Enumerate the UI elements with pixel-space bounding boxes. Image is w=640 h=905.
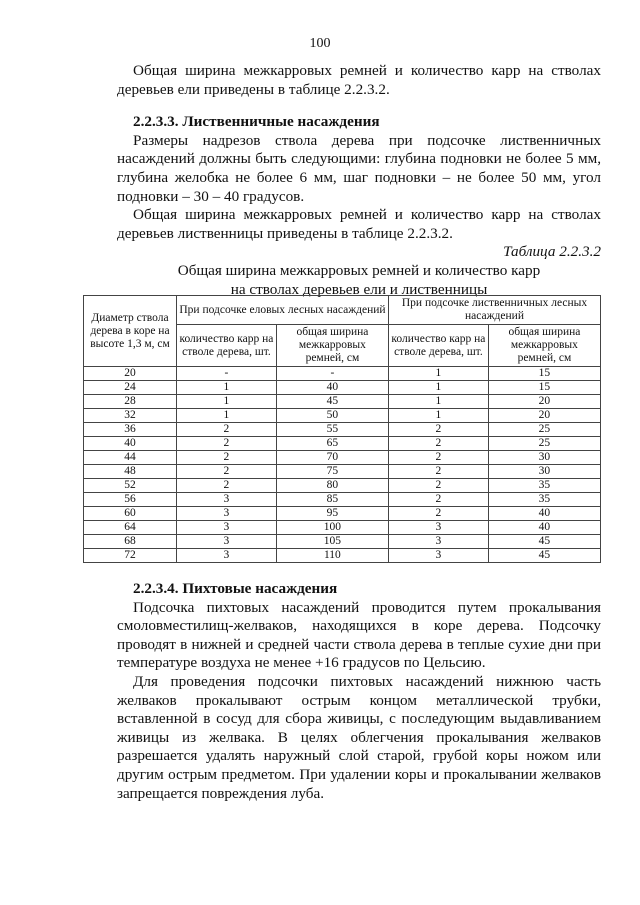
- table-cell: 2: [177, 479, 277, 493]
- table-cell: -: [276, 367, 388, 381]
- table-cell: 48: [84, 465, 177, 479]
- table-cell: 40: [488, 507, 600, 521]
- table-row: [84, 535, 601, 549]
- table-cell: 52: [84, 479, 177, 493]
- table-cell: 1: [388, 395, 488, 409]
- table-row: [84, 507, 601, 521]
- fir-paragraph-2: Для проведения подсочки пихтовых насаждений нижнюю часть желваков прокалывают острым концом металлической трубки, вставленной в сосуд для сбора живицы, с последующим выдавливанием живицы из желвака. В целях облегчения прокалывания желваков разрешается удалять наружный слой старой, грубой коры ножом или другим острым предметом. При удалении коры и прокалывании желваков запрещается повреждения луба.: [117, 672, 601, 802]
- table-cell: 80: [276, 479, 388, 493]
- table-cell: 1: [388, 381, 488, 395]
- table-cell: 68: [84, 535, 177, 549]
- table-row: [84, 381, 601, 395]
- table-cell: 35: [488, 493, 600, 507]
- table-cell: 2: [177, 465, 277, 479]
- table-cell: 55: [276, 423, 388, 437]
- table-cell: 85: [276, 493, 388, 507]
- table-cell: 3: [177, 507, 277, 521]
- table-cell: 45: [276, 395, 388, 409]
- header-diameter: Диаметр ствола дерева в коре на высоте 1,3 м, см: [84, 296, 177, 367]
- table-cell: 2: [388, 423, 488, 437]
- table-cell: 1: [388, 409, 488, 423]
- table-row: [84, 479, 601, 493]
- table-cell: 44: [84, 451, 177, 465]
- fir-paragraph-1: Подсочка пихтовых насаждений проводится путем прокалывания смоловместилищ-желваков, находящихся в коре дерева. Подсочку проводят в нижней и средней части ствола дерева в теплые сухие дни при температуре воздуха не менее +16 градусов по Цельсию.: [117, 598, 601, 672]
- text-bottom: [117, 580, 601, 803]
- table-cell: 45: [488, 549, 600, 563]
- table-cell: 35: [488, 479, 600, 493]
- table-row: [84, 423, 601, 437]
- table-cell: 3: [388, 549, 488, 563]
- data-table: [83, 295, 601, 563]
- table-row: [84, 521, 601, 535]
- larch-paragraph-2: Общая ширина межкарровых ремней и количество карр на стволах деревьев лиственницы приведены в таблице 2.2.3.2.: [117, 206, 601, 242]
- table-cell: 2: [388, 437, 488, 451]
- text-top: [117, 62, 601, 299]
- table-cell: 2: [177, 451, 277, 465]
- table-cell: 72: [84, 549, 177, 563]
- table-cell: 30: [488, 465, 600, 479]
- table-cell: 2: [177, 423, 277, 437]
- table-row: [84, 367, 601, 381]
- table-cell: 2: [388, 451, 488, 465]
- table-cell: 75: [276, 465, 388, 479]
- table-cell: 2: [177, 437, 277, 451]
- section-heading-larch: 2.2.3.3. Лиственничные насаждения: [133, 113, 380, 131]
- intro-paragraph: Общая ширина межкарровых ремней и количество карр на стволах деревьев ели приведены в таблице 2.2.3.2.: [117, 62, 601, 98]
- table-cell: 20: [488, 395, 600, 409]
- table-cell: 50: [276, 409, 388, 423]
- table-cell: 64: [84, 521, 177, 535]
- table-cell: 30: [488, 451, 600, 465]
- table-caption-line-2: на стволах деревьев ели и лиственницы: [230, 280, 488, 298]
- table-cell: 3: [177, 549, 277, 563]
- table-cell: 15: [488, 381, 600, 395]
- table-row: [84, 437, 601, 451]
- table-row: [84, 451, 601, 465]
- table-cell: 3: [388, 535, 488, 549]
- table-cell: 2: [388, 493, 488, 507]
- table-cell: 15: [488, 367, 600, 381]
- table-row: [84, 409, 601, 423]
- table-cell: 3: [177, 493, 277, 507]
- table-cell: 60: [84, 507, 177, 521]
- table-cell: 3: [388, 521, 488, 535]
- table-cell: 1: [177, 381, 277, 395]
- table-cell: 110: [276, 549, 388, 563]
- table-cell: 1: [388, 367, 488, 381]
- table-cell: 100: [276, 521, 388, 535]
- table-cell: 25: [488, 437, 600, 451]
- table-row: [84, 465, 601, 479]
- table-cell: 1: [177, 395, 277, 409]
- table-cell: -: [177, 367, 277, 381]
- table-cell: 40: [84, 437, 177, 451]
- table-cell: 36: [84, 423, 177, 437]
- table-cell: 24: [84, 381, 177, 395]
- table-row: [84, 549, 601, 563]
- page-number: 100: [309, 36, 331, 51]
- table-cell: 45: [488, 535, 600, 549]
- header-larch-width: общая ширина межкарровых ремней, см: [488, 325, 600, 367]
- table-cell: 3: [177, 521, 277, 535]
- table-cell: 25: [488, 423, 600, 437]
- table-cell: 40: [276, 381, 388, 395]
- table-cell: 56: [84, 493, 177, 507]
- table-cell: 40: [488, 521, 600, 535]
- table-cell: 20: [488, 409, 600, 423]
- table-cell: 20: [84, 367, 177, 381]
- table-cell: 32: [84, 409, 177, 423]
- table-cell: 105: [276, 535, 388, 549]
- section-heading-fir: 2.2.3.4. Пихтовые насаждения: [133, 580, 338, 597]
- table-cell: 70: [276, 451, 388, 465]
- larch-paragraph-1: Размеры надрезов ствола дерева при подсочке лиственничных насаждений должны быть следующими: глубина подновки не более 5 мм, глубина желобка не более 6 мм, шаг подновки – не более 50 мм, угол подновки – 30 – 40 градусов.: [117, 131, 601, 205]
- table-cell: 95: [276, 507, 388, 521]
- table-cell: 3: [177, 535, 277, 549]
- header-spruce: При подсочке еловых лесных насаждений: [177, 296, 389, 325]
- table-cell: 2: [388, 465, 488, 479]
- table-row: [84, 395, 601, 409]
- table-label: Таблица 2.2.3.2: [503, 243, 601, 261]
- table-cell: 28: [84, 395, 177, 409]
- header-spruce-width: общая ширина межкарровых ремней, см: [276, 325, 388, 367]
- table-cell: 1: [177, 409, 277, 423]
- table-cell: 2: [388, 507, 488, 521]
- header-spruce-count: количество карр на стволе дерева, шт.: [177, 325, 277, 367]
- table-cell: 2: [388, 479, 488, 493]
- header-larch-count: количество карр на стволе дерева, шт.: [388, 325, 488, 367]
- header-larch: При подсочке лиственничных лесных насаждений: [388, 296, 600, 325]
- table-caption-line-1: Общая ширина межкарровых ремней и количество карр: [177, 261, 541, 279]
- table-cell: 65: [276, 437, 388, 451]
- table-row: [84, 493, 601, 507]
